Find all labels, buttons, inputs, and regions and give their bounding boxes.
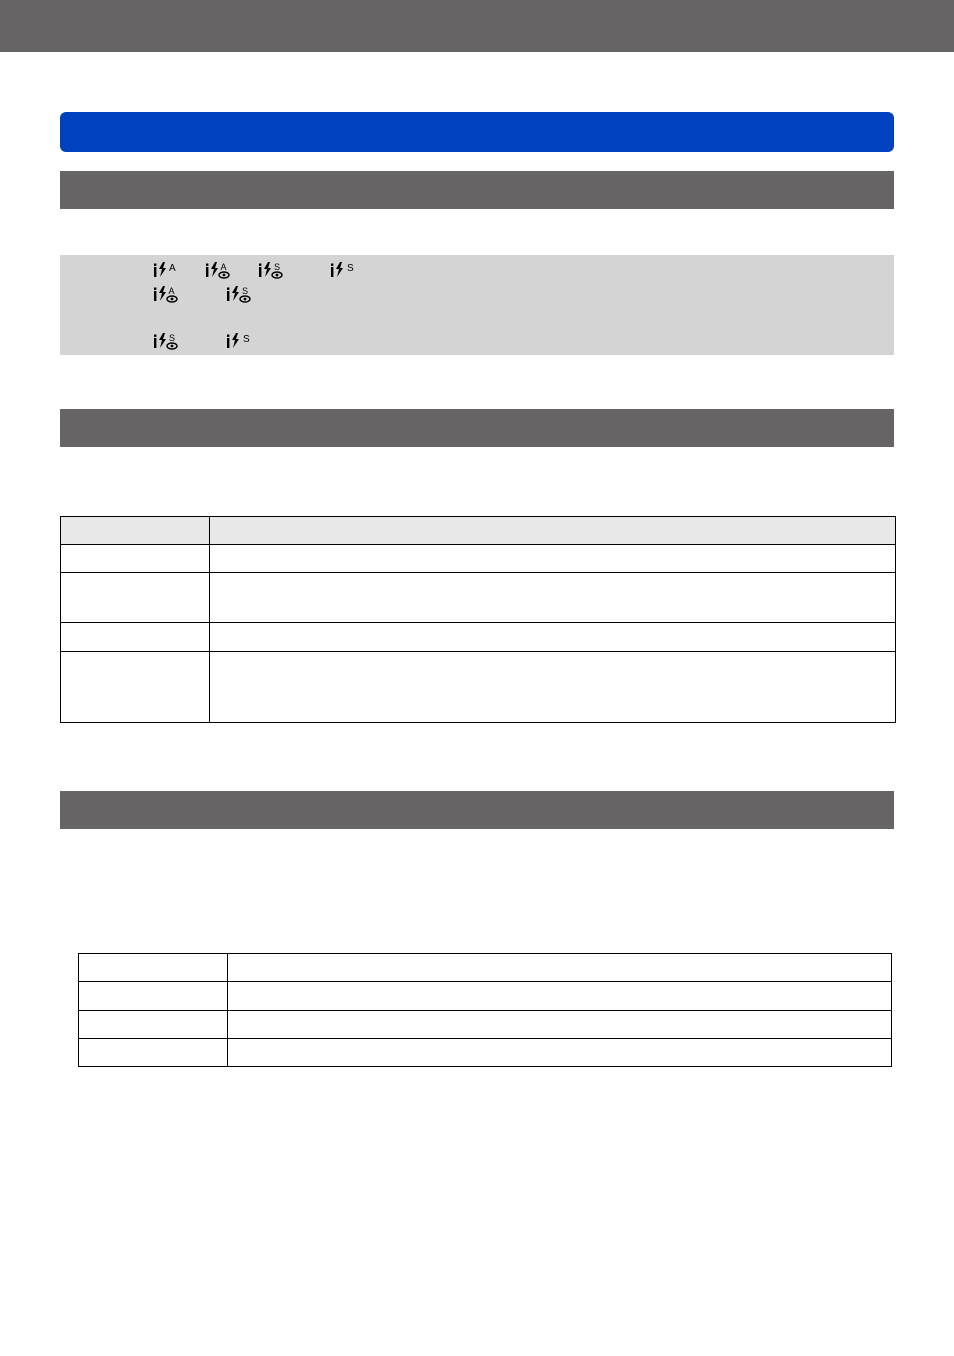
flash-mode-panel xyxy=(60,255,894,355)
table-cell xyxy=(210,545,896,573)
svg-text:A: A xyxy=(168,286,175,296)
table-cell xyxy=(79,1011,228,1039)
flash-slow-sync-red-eye-icon xyxy=(258,261,288,281)
svg-text:S: S xyxy=(274,262,281,272)
table-cell xyxy=(228,1039,892,1067)
table-row xyxy=(61,652,896,723)
table-cell xyxy=(79,1039,228,1067)
section-header-2 xyxy=(60,409,894,447)
flash-auto-red-eye-icon xyxy=(153,285,183,305)
page-title-banner xyxy=(60,112,894,152)
table-row xyxy=(79,1039,892,1067)
section-header-3 xyxy=(60,791,894,829)
table-header-cell xyxy=(61,517,210,545)
table-row xyxy=(79,1011,892,1039)
flash-slow-sync-red-eye-icon xyxy=(153,332,183,352)
table-cell xyxy=(210,652,896,723)
table-cell xyxy=(79,954,228,982)
table-cell xyxy=(228,1011,892,1039)
table-row xyxy=(61,623,896,652)
svg-text:A: A xyxy=(220,262,227,272)
table-row xyxy=(61,545,896,573)
table-cell xyxy=(61,573,210,623)
table-header-row xyxy=(61,517,896,545)
table-cell xyxy=(61,652,210,723)
table-row xyxy=(79,954,892,982)
svg-text:S: S xyxy=(243,334,250,345)
table-cell xyxy=(61,623,210,652)
section-header-1 xyxy=(60,171,894,209)
table-header-cell xyxy=(210,517,896,545)
svg-text:A: A xyxy=(169,263,176,274)
svg-text:S: S xyxy=(242,286,249,296)
flash-slow-sync-red-eye-icon xyxy=(226,285,256,305)
flash-auto-red-eye-icon xyxy=(205,261,235,281)
table-cell xyxy=(210,573,896,623)
svg-text:S: S xyxy=(347,263,354,274)
flash-auto-icon xyxy=(153,261,181,279)
settings-table-1 xyxy=(60,516,896,723)
table-cell xyxy=(79,982,228,1011)
settings-table-2 xyxy=(78,953,892,1067)
flash-slow-sync-icon xyxy=(226,332,254,350)
flash-slow-sync-icon xyxy=(330,261,358,279)
table-row xyxy=(79,982,892,1011)
table-row xyxy=(61,573,896,623)
table-cell xyxy=(228,954,892,982)
table-cell xyxy=(210,623,896,652)
table-cell xyxy=(228,982,892,1011)
svg-text:S: S xyxy=(169,333,176,343)
table-cell xyxy=(61,545,210,573)
top-bar xyxy=(0,0,954,52)
